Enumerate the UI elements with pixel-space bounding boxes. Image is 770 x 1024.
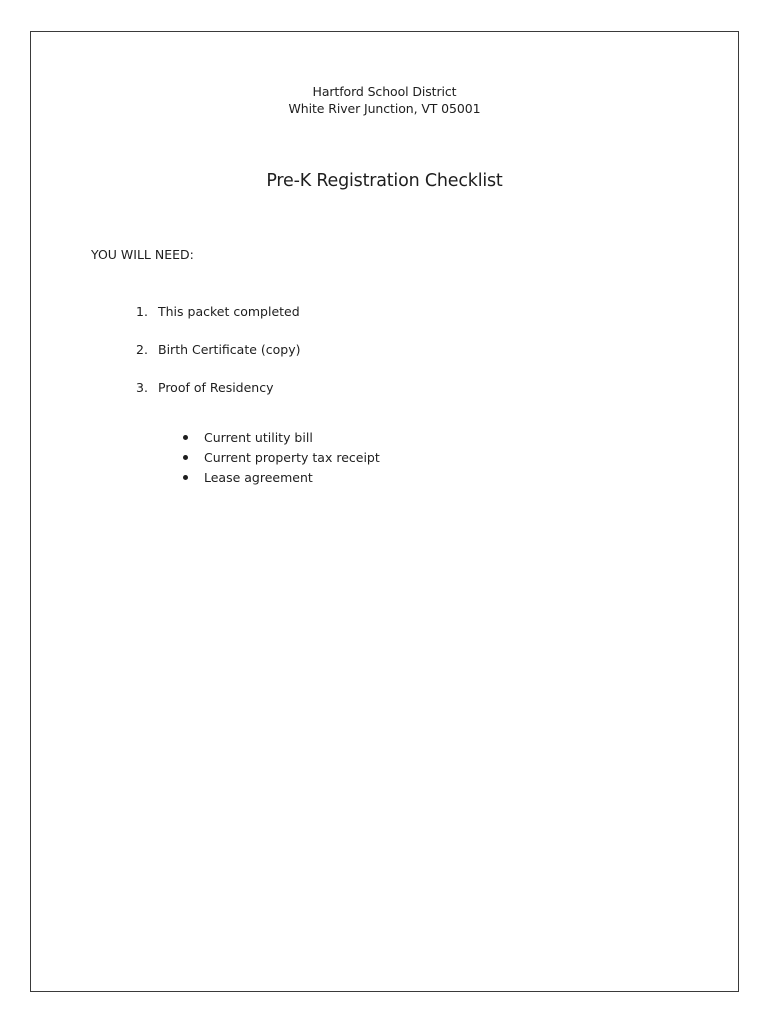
bullet-icon: [183, 475, 188, 480]
requirements-label: YOU WILL NEED:: [91, 247, 194, 262]
residency-proof-text: Lease agreement: [204, 470, 313, 485]
checklist-item-text: This packet completed: [158, 304, 300, 319]
bullet-icon: [183, 455, 188, 460]
checklist-item-text: Proof of Residency: [158, 380, 274, 395]
residency-proof-text: Current property tax receipt: [204, 450, 380, 465]
document-page: [30, 31, 739, 992]
checklist-item-number: 3.: [136, 380, 148, 395]
checklist-item-text: Birth Certificate (copy): [158, 342, 301, 357]
checklist-item-number: 1.: [136, 304, 148, 319]
district-name: Hartford School District: [312, 84, 457, 99]
district-address: White River Junction, VT 05001: [288, 101, 481, 116]
checklist-item-number: 2.: [136, 342, 148, 357]
page-title: Pre-K Registration Checklist: [266, 171, 503, 191]
residency-proof-text: Current utility bill: [204, 430, 313, 445]
bullet-icon: [183, 435, 188, 440]
